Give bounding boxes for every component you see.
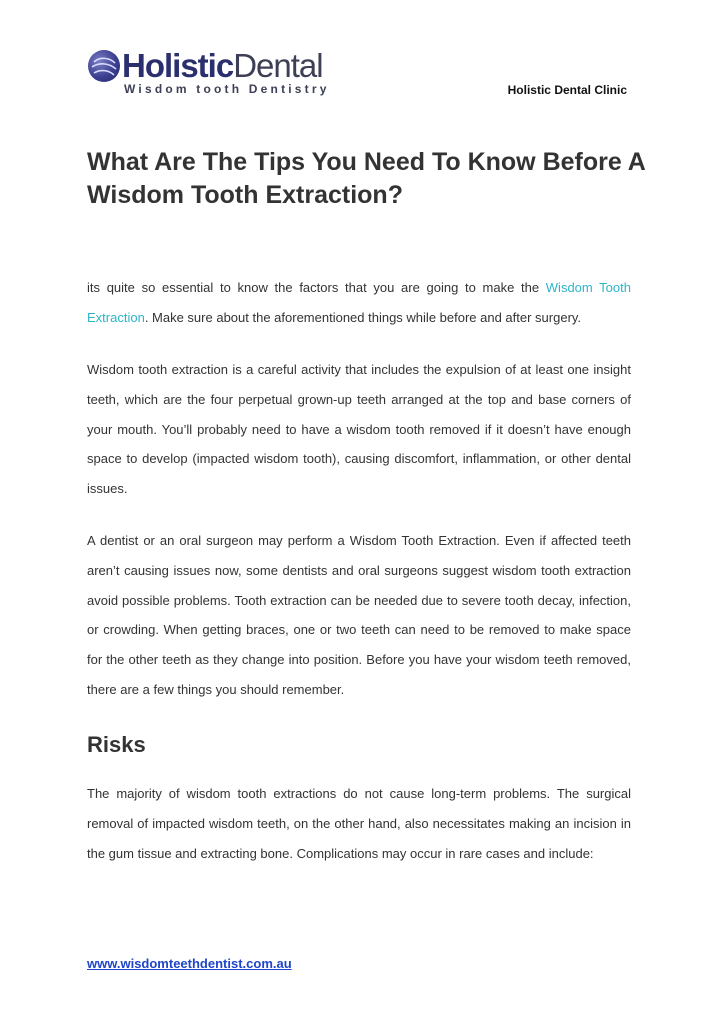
logo-wordmark (122, 46, 323, 86)
paragraph-extraction-overview: Wisdom tooth extraction is a careful activity that includes the expulsion of at least one insight teeth, which are the four perpetual grown-up teeth arranged at the top and base corners of your mouth. You’ll probably need to have a wisdom tooth removed if it doesn’t have enough space to develop (impacted wisdom tooth), causing discomfort, inflammation, or other dental issues. (87, 362, 631, 497)
page-header (0, 0, 720, 110)
paragraph-who-performs: A dentist or an oral surgeon may perform a Wisdom Tooth Extraction. Even if affected teeth aren’t causing issues now, some dentists and oral surgeons suggest wisdom tooth extraction avoid possible problems. Tooth extraction can be needed due to severe tooth decay, infection, or crowding. When getting braces, one or two teeth can need to be removed to make space for the other teeth as they change into position. Before you have your wisdom teeth removed, there are a few things you should remember. (87, 533, 631, 697)
holistic-dental-logo[interactable] (88, 48, 328, 100)
logo-word-light: Dental (233, 47, 323, 84)
tooth-globe-icon (88, 50, 120, 82)
logo-word-bold: Holistic (122, 47, 234, 84)
intro-text-after: . Make sure about the aforementioned things while before and after surgery. (144, 309, 582, 325)
risks-paragraph: The majority of wisdom tooth extractions do not cause long-term problems. The surgical removal of impacted wisdom teeth, on the other hand, also necessitates making an incision in the gum tissue and extracting bone. Complications may occur in rare cases and include: (87, 786, 631, 861)
wisdom-tooth-extraction-link[interactable]: Wisdom Tooth Extraction (87, 280, 631, 325)
logo-tagline: Wisdom tooth Dentistry (124, 82, 330, 96)
clinic-name: Holistic Dental Clinic (507, 83, 627, 97)
risks-heading: Risks (87, 732, 146, 757)
intro-paragraph (87, 273, 631, 333)
article-title: What Are The Tips You Need To Know Before A Wisdom Tooth Extraction? (87, 148, 645, 209)
intro-text-before: its quite so essential to know the factors that you are going to make the (87, 280, 546, 295)
footer-website-link[interactable]: www.wisdomteethdentist.com.au (87, 956, 292, 971)
